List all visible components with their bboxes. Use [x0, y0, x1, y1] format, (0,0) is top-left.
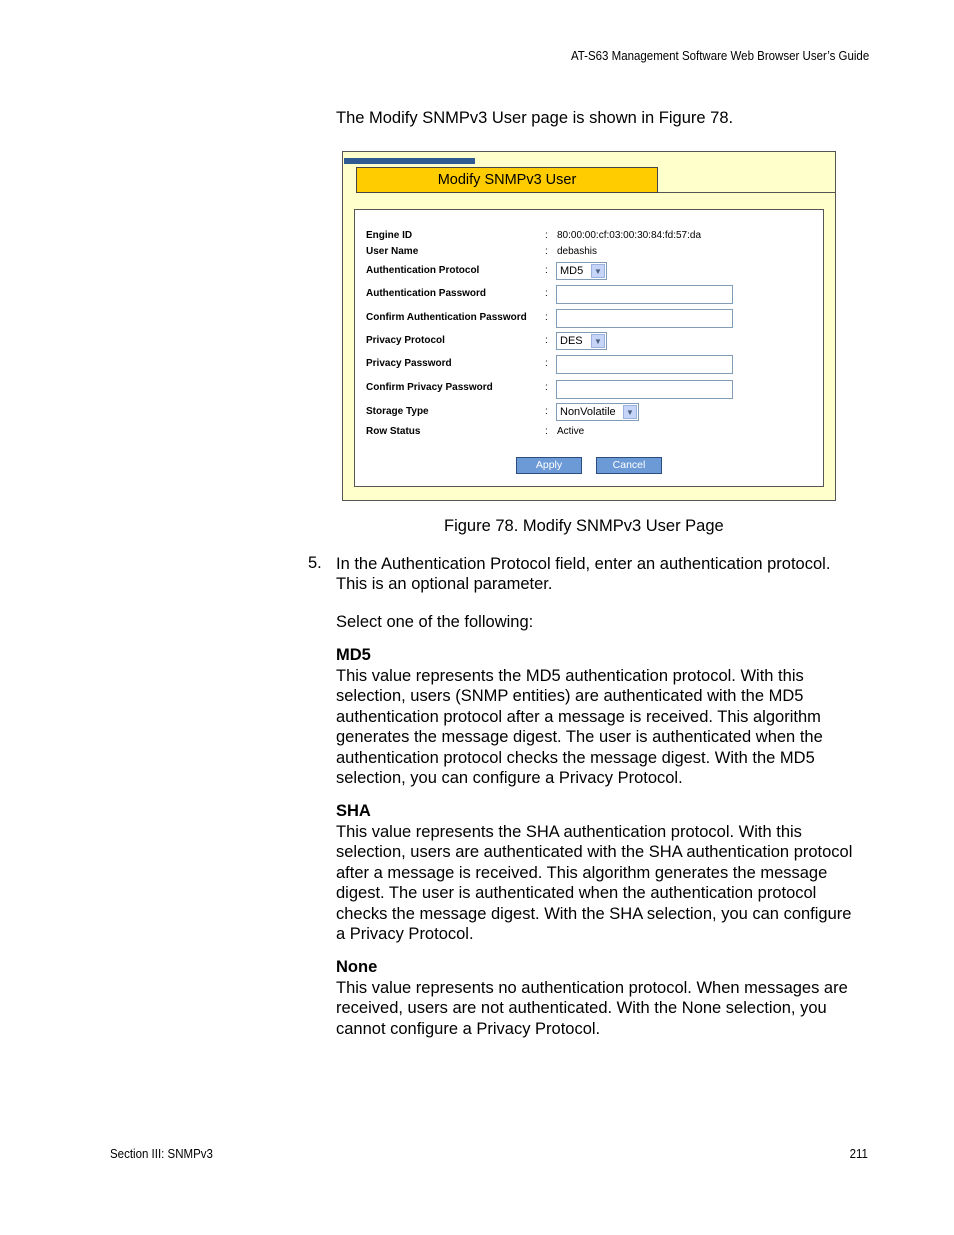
field-separator: :	[545, 382, 548, 393]
description-line: selection, users are authenticated with the SHA authentication protocol	[336, 843, 853, 862]
field-value-row-status: Active	[557, 426, 585, 437]
field-value-user-name: debashis	[557, 246, 598, 257]
option-term-none: None	[336, 958, 378, 976]
footer-section: Section III: SNMPv3	[110, 1147, 213, 1161]
auth-protocol-selected-value: MD5	[560, 265, 584, 277]
description-line: after a message is received. This algorithm generates the message	[336, 863, 828, 882]
option-description-md5	[336, 666, 823, 788]
description-line: This value represents the MD5 authentication protocol. With this	[336, 667, 804, 685]
option-description-none	[336, 978, 848, 1039]
figure-title-rule	[658, 192, 835, 193]
field-separator: :	[545, 246, 548, 257]
field-label-confirm-auth-password: Confirm Authentication Password	[366, 312, 527, 323]
description-line: checks the message digest. With the SHA selection, you can configure	[336, 904, 852, 923]
select-intro: Select one of the following:	[336, 613, 534, 631]
confirm-auth-password-input[interactable]	[556, 309, 733, 328]
form-panel	[354, 209, 824, 487]
apply-button[interactable]: Apply	[516, 457, 582, 474]
field-separator: :	[545, 426, 548, 437]
field-separator: :	[545, 288, 548, 299]
running-header: AT-S63 Management Software Web Browser User’s Guide	[570, 49, 869, 63]
field-separator: :	[545, 230, 548, 241]
step-number: 5.	[308, 554, 322, 572]
chevron-down-icon: ▼	[623, 405, 637, 419]
step-line: This is an optional parameter.	[336, 575, 553, 594]
description-line: selection, you can configure a Privacy Protocol.	[336, 769, 683, 788]
description-line: authentication protocol after a message is received. This algorithm	[336, 707, 821, 726]
privacy-protocol-select[interactable]	[556, 332, 607, 350]
field-label-auth-password: Authentication Password	[366, 288, 487, 299]
chevron-down-icon: ▼	[591, 264, 605, 278]
field-separator: :	[545, 312, 548, 323]
privacy-protocol-selected-value: DES	[560, 335, 583, 347]
figure-tab-bar	[344, 158, 475, 164]
storage-type-selected-value: NonVolatile	[560, 406, 616, 418]
intro-text: The Modify SNMPv3 User page is shown in Figure 78.	[336, 109, 734, 127]
figure-page-title: Modify SNMPv3 User	[356, 167, 658, 193]
description-line: This value represents no authentication protocol. When messages are	[336, 979, 848, 997]
field-label-privacy-protocol: Privacy Protocol	[366, 335, 445, 346]
chevron-down-icon: ▼	[591, 334, 605, 348]
storage-type-select[interactable]	[556, 403, 639, 421]
description-line: This value represents the SHA authentication protocol. With this	[336, 823, 802, 841]
figure-caption: Figure 78. Modify SNMPv3 User Page	[444, 517, 724, 535]
description-line: received, users are not authenticated. With the None selection, you	[336, 999, 827, 1018]
field-label-user-name: User Name	[366, 246, 419, 257]
field-label-storage-type: Storage Type	[366, 406, 429, 417]
description-line: cannot configure a Privacy Protocol.	[336, 1019, 601, 1038]
option-term-md5: MD5	[336, 646, 371, 664]
step-line: In the Authentication Protocol field, enter an authentication protocol.	[336, 555, 831, 573]
field-separator: :	[545, 358, 548, 369]
field-label-engine-id: Engine ID	[366, 230, 413, 241]
description-line: selection, users (SNMP entities) are authenticated with the MD5	[336, 687, 804, 706]
field-separator: :	[545, 406, 548, 417]
option-description-sha	[336, 822, 852, 944]
privacy-password-input[interactable]	[556, 355, 733, 374]
field-label-auth-protocol: Authentication Protocol	[366, 265, 480, 276]
description-line: generates the message digest. The user is authenticated when the	[336, 728, 823, 747]
field-separator: :	[545, 265, 548, 276]
auth-password-input[interactable]	[556, 285, 733, 304]
confirm-privacy-password-input[interactable]	[556, 380, 733, 399]
field-separator: :	[545, 335, 548, 346]
field-label-row-status: Row Status	[366, 426, 421, 437]
step-text	[336, 554, 830, 595]
field-label-privacy-password: Privacy Password	[366, 358, 452, 369]
field-value-engine-id: 80:00:00:cf:03:00:30:84:fd:57:da	[557, 230, 702, 241]
description-line: authentication protocol checks the message digest. With the MD5	[336, 748, 815, 767]
option-term-sha: SHA	[336, 802, 371, 820]
footer-page-number: 211	[849, 1147, 868, 1161]
figure-modify-snmpv3-user	[342, 151, 836, 501]
description-line: a Privacy Protocol.	[336, 925, 474, 944]
description-line: digest. The user is authenticated when the authentication protocol	[336, 884, 817, 903]
field-label-confirm-privacy-password: Confirm Privacy Password	[366, 382, 493, 393]
auth-protocol-select[interactable]	[556, 262, 607, 280]
cancel-button[interactable]: Cancel	[596, 457, 662, 474]
